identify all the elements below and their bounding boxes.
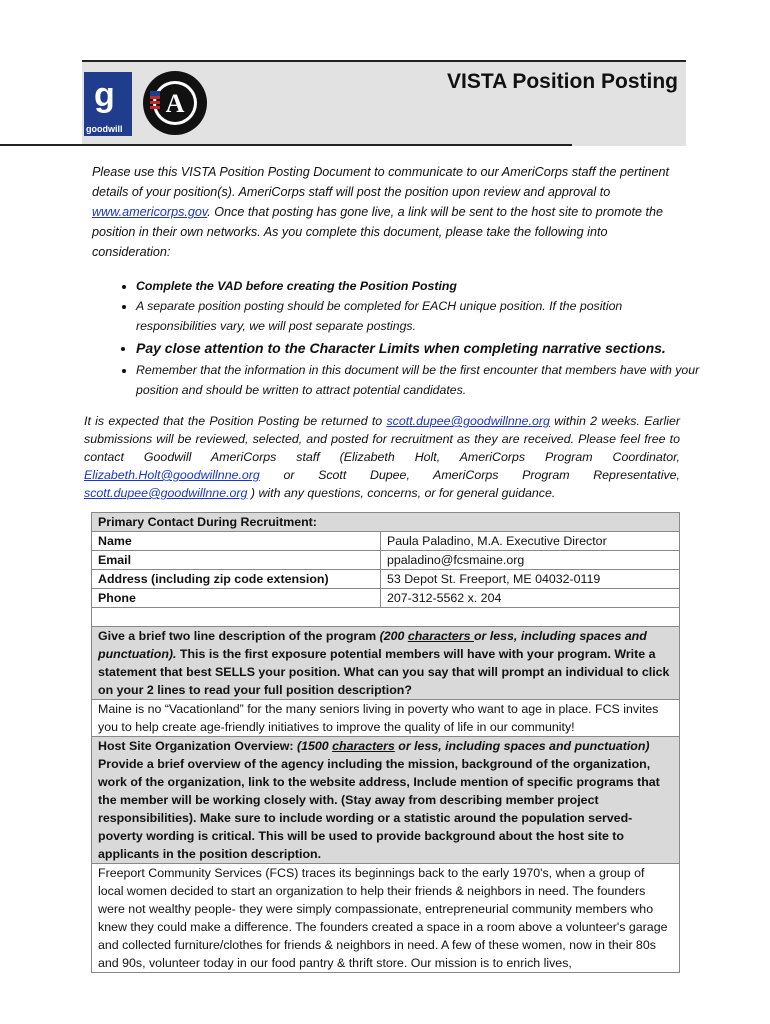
expectation-text-1: It is expected that the Position Posting be returned to	[84, 414, 387, 428]
table-row	[92, 627, 680, 700]
prompt-text: characters	[407, 629, 474, 643]
prompt-text: characters	[332, 739, 395, 753]
list-item: • Pay close attention to the Character Limits when completing narrative sections.	[136, 336, 706, 360]
expectation-text-3: or Scott Dupee, AmeriCorps Program Representative,	[259, 468, 680, 482]
page-title: VISTA Position Posting	[447, 70, 678, 93]
table-row	[92, 570, 680, 589]
goodwill-logo	[84, 72, 132, 136]
prompt-text: Provide a brief overview of the agency including the mission, background of the organization, work of the organization, link to the website address, Include mention of specific programs that the member will be working closely with. (Stay away from describing member project responsibilities). Make sure to include wording or a statistic around the population served-poverty wording is critical. This will be used to provide background about the host site to applicants in the position description.	[98, 757, 660, 861]
list-item: • A separate position posting should be completed for EACH unique position. If the position responsibilities vary, we will post separate postings.	[136, 296, 706, 336]
posting-form-table	[91, 512, 680, 973]
host-site-prompt	[92, 737, 680, 864]
table-row	[92, 864, 680, 973]
host-site-answer[interactable]: Freeport Community Services (FCS) traces its beginnings back to the early 1970's, when a group of local women decided to start an organization to help their friends & neighbors in need. The founders were not wealthy people- they were simply compassionate, entrepreneurial community members who knew they could make a difference. The founders created a space in a room above a volunteer's garage and collected furniture/clothes for friends & neighbors in need. A few of these women, now in their 80s and 90s, volunteer today in our food pantry & thrift store. Our mission is to enrich lives,	[92, 864, 680, 973]
contact-heading: Primary Contact During Recruitment:	[92, 513, 680, 532]
list-item: • Remember that the information in this document will be the first encounter that members have with your position and should be written to attract potential candidates.	[136, 360, 706, 400]
prompt-text: or less, including spaces and punctuation).	[98, 629, 647, 661]
table-row	[92, 589, 680, 608]
contact-label: Phone	[92, 589, 381, 608]
expectation-paragraph	[84, 412, 680, 502]
program-description-answer[interactable]: Maine is no “Vacationland” for the many seniors living in poverty who want to age in place. FCS invites you to help create age-friendly initiatives to improve the quality of life in our community!	[92, 700, 680, 737]
americorps-link[interactable]: www.americorps.gov	[92, 205, 208, 219]
contact-label: Name	[92, 532, 381, 551]
intro-paragraph	[92, 162, 680, 262]
list-item: • Complete the VAD before creating the Position Posting	[136, 276, 706, 296]
program-description-prompt	[92, 627, 680, 700]
americorps-vista-logo	[142, 70, 208, 136]
contact-email-value[interactable]: ppaladino@fcsmaine.org	[381, 551, 680, 570]
email-link-elizabeth[interactable]: Elizabeth.Holt@goodwillnne.org	[84, 468, 260, 482]
contact-address-value[interactable]: 53 Depot St. Freeport, ME 04032-0119	[381, 570, 680, 589]
prompt-text: (200	[379, 629, 408, 643]
table-row-spacer	[92, 608, 680, 627]
prompt-text: Give a brief two line description of the program	[98, 629, 380, 643]
table-row	[92, 513, 680, 532]
contact-label: Email	[92, 551, 381, 570]
contact-name-value[interactable]: Paula Paladino, M.A. Executive Director	[381, 532, 680, 551]
contact-phone-value[interactable]: 207-312-5562 x. 204	[381, 589, 680, 608]
email-link-scott[interactable]: scott.dupee@goodwillnne.org	[386, 414, 550, 428]
table-row	[92, 737, 680, 864]
prompt-text: Host Site Organization Overview:	[98, 739, 297, 753]
intro-text-1: Please use this VISTA Position Posting Document to communicate to our AmeriCorps staff the pertinent details of your position(s). AmeriCorps staff will post the position upon review and approval to	[92, 165, 670, 199]
prompt-text: or less, including spaces and punctuation)	[394, 739, 650, 753]
table-row	[92, 551, 680, 570]
spacer-cell	[92, 608, 680, 627]
goodwill-g-icon: g	[94, 76, 115, 114]
prompt-text: This is the first exposure potential members will have with your program. Write a statement that best SELLS your position. What can you say that will prompt an individual to click on your 2 lines to read your full position description?	[98, 647, 670, 697]
contact-label: Address (including zip code extension)	[92, 570, 381, 589]
table-row	[92, 700, 680, 737]
intro-text-2: . Once that posting has gone live, a link will be sent to the host site to promote the position in their own networks. As you complete this document, please take the following into consideration:	[92, 205, 663, 259]
goodwill-logo-text: goodwill	[86, 124, 123, 134]
header-rule	[0, 144, 572, 146]
table-row	[92, 532, 680, 551]
svg-text:A: A	[165, 89, 185, 118]
guidance-list	[108, 276, 706, 400]
expectation-text-2: within 2 weeks. Earlier submissions will be reviewed, selected, and posted for recruitment as they are received. Please feel free to contact Goodwill AmeriCorps staff (Elizabeth Holt, AmeriCorps Program Coordinator,	[84, 414, 680, 464]
email-link-scott-2[interactable]: scott.dupee@goodwillnne.org	[84, 486, 248, 500]
expectation-text-4: ) with any questions, concerns, or for general guidance.	[247, 486, 556, 500]
prompt-text: (1500	[296, 739, 333, 753]
